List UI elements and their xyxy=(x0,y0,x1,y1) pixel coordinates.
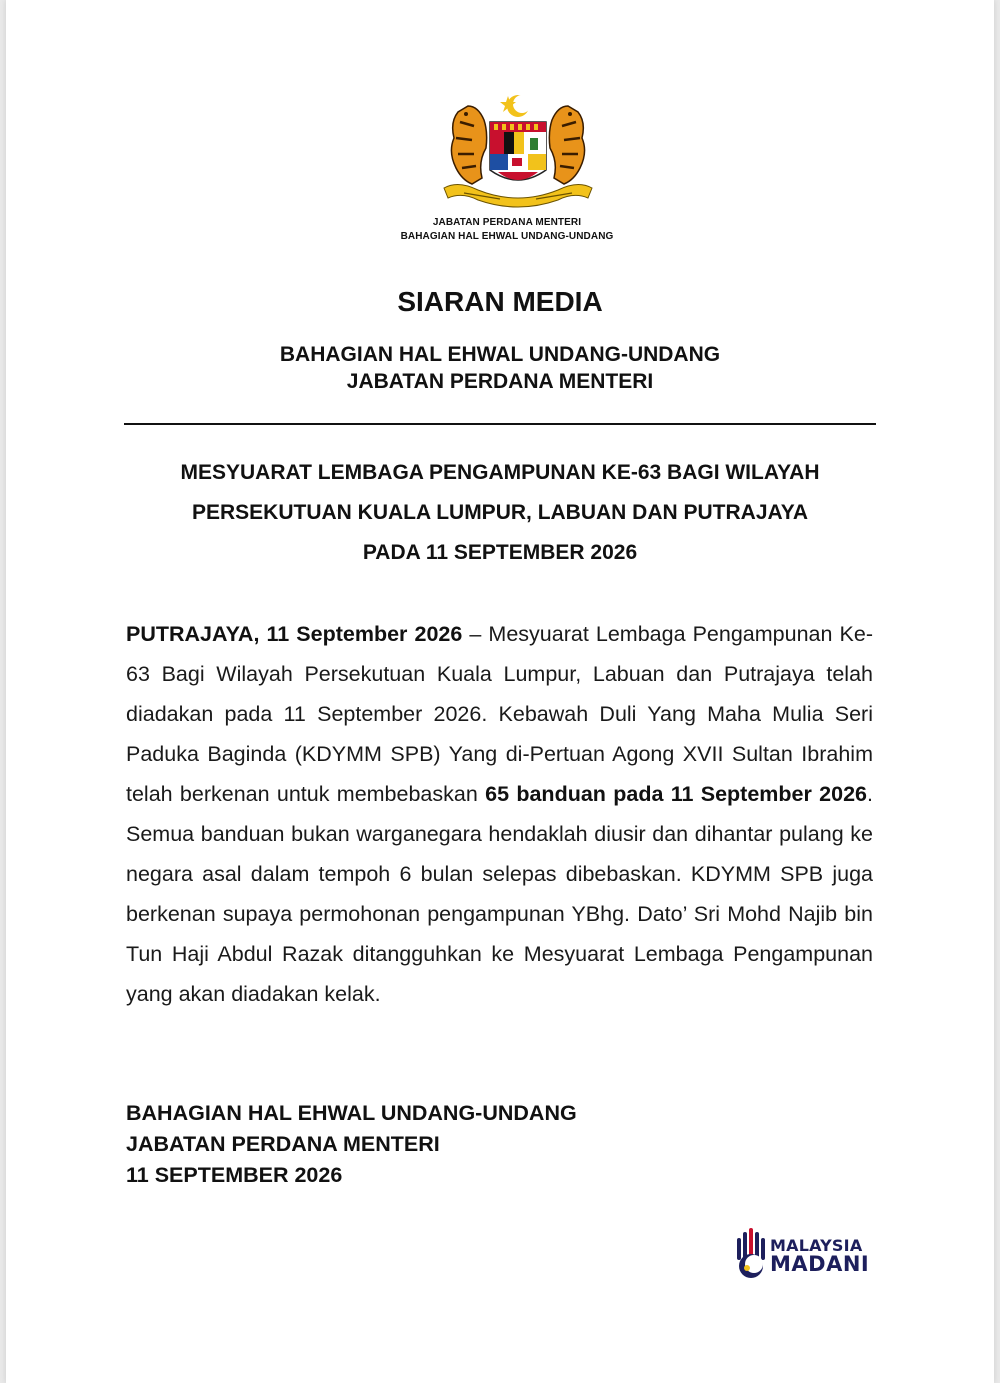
body-text-2: . Semua banduan bukan warganegara hendaklah diusir dan dihantar pulang ke negara asal dalam tempoh 6 bulan selepas dibebaskan. KDYMM SPB juga berkenan supaya permohonan pengampunan YBhg. Dato’ Sri Mohd Najib bin Tun Haji Abdul Razak ditangguhkan ke Mesyuarat Lembaga Pengampunan yang akan diadakan kelak. xyxy=(126,782,873,1006)
signoff-line-1: BAHAGIAN HAL EHWAL UNDANG-UNDANG xyxy=(126,1101,577,1125)
madani-line-2: MADANI xyxy=(770,1252,870,1276)
malaysia-coat-of-arms-icon xyxy=(438,92,598,210)
headline-line-2: PERSEKUTUAN KUALA LUMPUR, LABUAN DAN PUTRAJAYA xyxy=(191,501,809,524)
issuer-line-1: BAHAGIAN HAL EHWAL UNDANG-UNDANG xyxy=(279,343,721,366)
body-highlight: 65 banduan pada 11 September 2026 xyxy=(485,782,868,806)
headline-line-3: PADA 11 SEPTEMBER 2026 xyxy=(362,541,638,564)
dateline: PUTRAJAYA, 11 September 2026 xyxy=(126,622,463,646)
body-text-1: – Mesyuarat Lembaga Pengampunan Ke-63 Bagi Wilayah Persekutuan Kuala Lumpur, Labuan dan Putrajaya telah diadakan pada 11 September 2026. Kebawah Duli Yang Maha Mulia Seri Paduka Baginda (KDYMM SPB) Yang di-Pertuan Agong XVII Sultan Ibrahim telah berkenan untuk membebaskan xyxy=(126,622,873,806)
malaysia-madani-logo-icon xyxy=(734,1226,768,1282)
page-title: SIARAN MEDIA xyxy=(397,286,603,317)
headline-line-1: MESYUARAT LEMBAGA PENGAMPUNAN KE-63 BAGI WILAYAH xyxy=(180,461,820,484)
divider xyxy=(124,423,876,425)
signoff-block xyxy=(126,1098,577,1191)
body-paragraph xyxy=(126,614,873,1014)
signoff-date: 11 SEPTEMBER 2026 xyxy=(126,1163,343,1187)
madani-wordmark xyxy=(770,1236,869,1274)
press-release-page xyxy=(6,0,994,1383)
malaysia-madani-logo xyxy=(734,1226,874,1282)
issuer-line-2: JABATAN PERDANA MENTERI xyxy=(346,370,654,393)
signoff-line-2: JABATAN PERDANA MENTERI xyxy=(126,1132,440,1156)
division-name: BAHAGIAN HAL EHWAL UNDANG-UNDANG xyxy=(400,231,614,242)
department-name: JABATAN PERDANA MENTERI xyxy=(432,217,582,228)
madani-line-1: MALAYSIA xyxy=(770,1236,863,1255)
